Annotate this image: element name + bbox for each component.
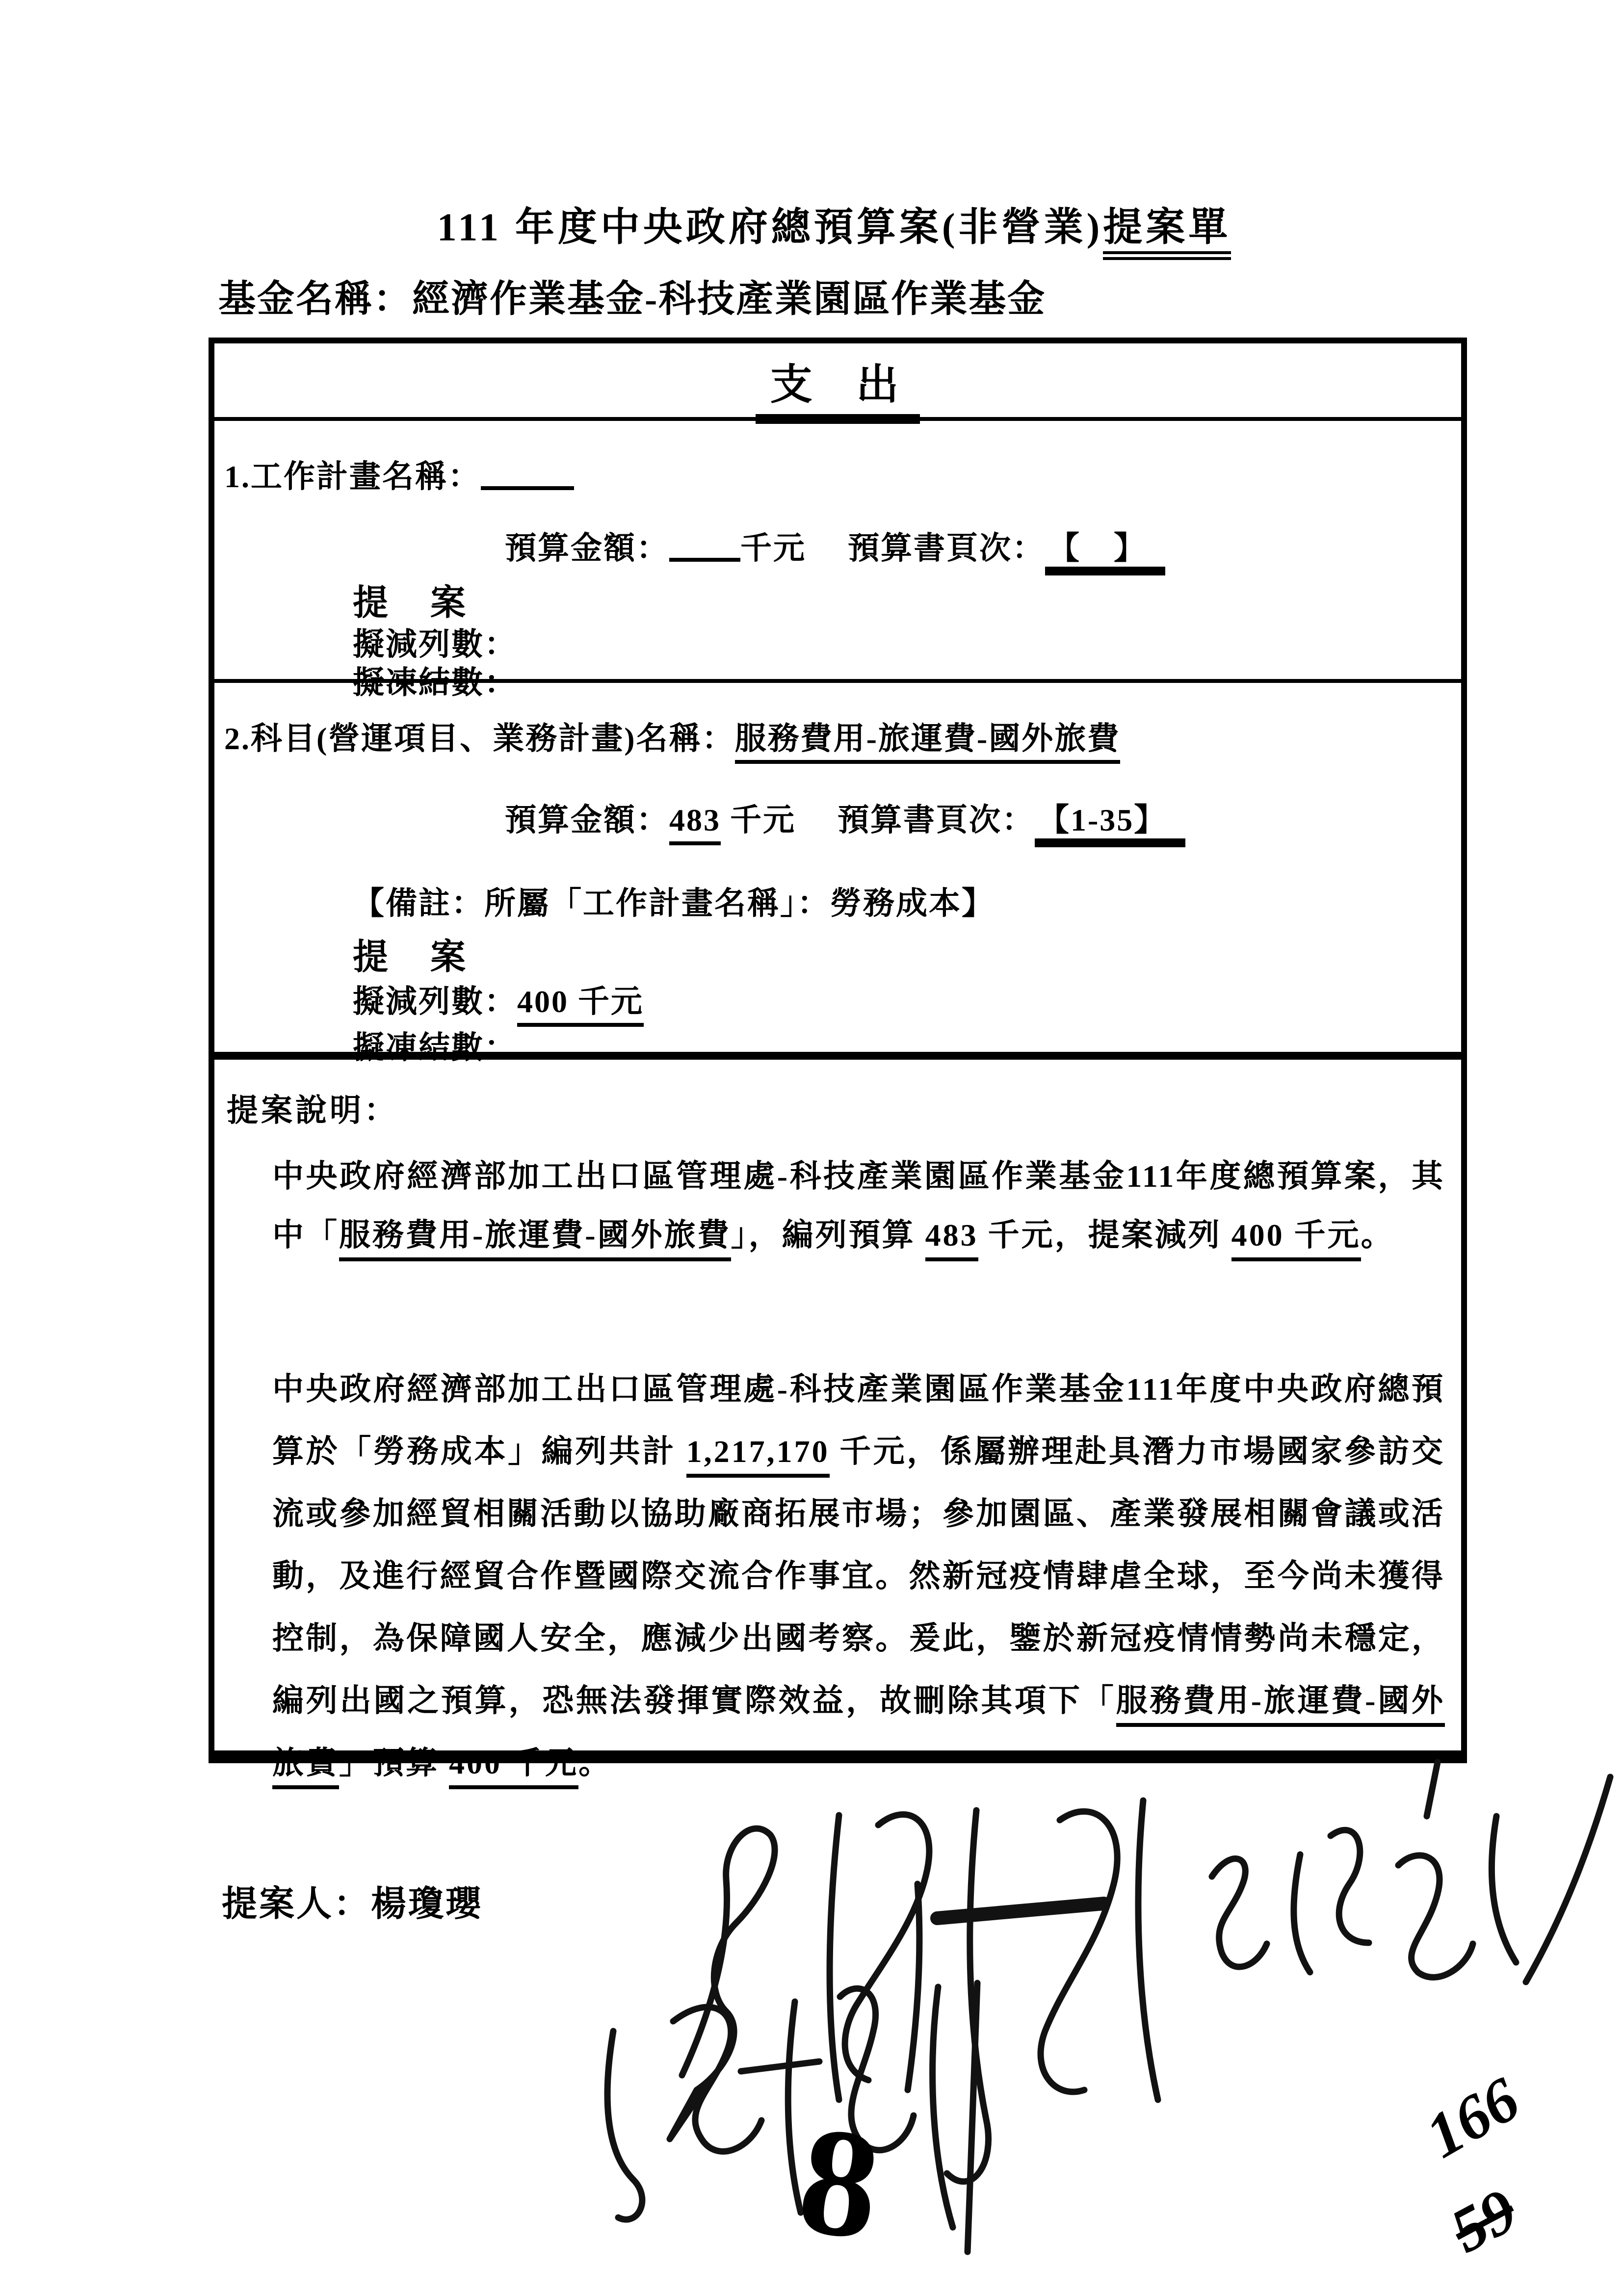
cut-amount-label: 擬減列數： — [353, 984, 517, 1019]
budget-amount-blank-field — [669, 554, 740, 562]
handwritten-corner-note-top: 166 — [1414, 2063, 1531, 2171]
page-title-main: 111 年度中央政府總預算案(非營業) — [437, 206, 1103, 249]
budget-page-label: 預算書頁次： — [848, 531, 1045, 566]
section-explanation — [214, 1060, 1461, 1780]
fund-name-value: 經濟作業基金-科技產業園區作業基金 — [412, 279, 1047, 320]
para2-text: 中央政府經濟部加工出口區管理處-科技產業園區作業基金111年度中央政府總預算於「勞務成本」編列共計 — [272, 1372, 1445, 1469]
proposal-table — [209, 338, 1467, 1780]
handwritten-page-number: 8 — [790, 2093, 889, 2273]
section-2-account — [214, 683, 1461, 1065]
para2-text: 。 — [578, 1746, 612, 1780]
cut-amount-label: 擬減列數： — [353, 627, 517, 662]
proposer-label: 提案人： — [222, 1884, 371, 1924]
expenditure-title: 支 出 — [756, 350, 920, 424]
account-name-value: 服務費用-旅運費-國外旅費 — [735, 721, 1121, 764]
para1-text: 千元，提案減列 — [978, 1218, 1231, 1252]
para2-underlined-cut: 400 千元 — [449, 1746, 578, 1789]
para1-text: 。 — [1361, 1218, 1394, 1252]
cut-amount-value: 400 千元 — [517, 984, 644, 1027]
freeze-amount-label: 擬凍結數： — [353, 1030, 517, 1065]
section2-budget-line — [505, 795, 1185, 840]
budget-amount-label: 預算金額： — [505, 803, 669, 837]
account-name-line — [224, 713, 1120, 758]
para2-underlined-account: 服務費用-旅運費-國外旅費 — [272, 1683, 1445, 1789]
section2-cut-line — [353, 976, 644, 1021]
para2-text: 」預算 — [339, 1746, 449, 1780]
para1-text: 」，編列預算 — [731, 1218, 925, 1252]
explanation-paragraph-2 — [272, 1358, 1445, 1794]
para1-underlined-account: 服務費用-旅運費-國外旅費 — [339, 1218, 731, 1261]
para2-text: 千元，係屬辦理赴具潛力市場國家參訪交流或參加經貿相關活動以協助廠商拓展市場；參加園區、產業發展相關會議或活動，及進行經貿合作暨國際交流合作事宜。然新冠疫情肆虐全球，至今尚未獲得控制，為保障國人安全，應減少出國考察。爰此，鑒於新冠疫情情勢尚未穩定，編列出國之預算，恐無法發揮實際效益，故刪除其項下「 — [272, 1434, 1445, 1718]
handwritten-corner-note-bottom: 59 — [1440, 2175, 1528, 2266]
budget-page-value: 【1-35】 — [1035, 803, 1185, 847]
budget-amount-label: 預算金額： — [505, 531, 669, 566]
work-plan-name-blank-field — [481, 482, 574, 490]
work-plan-name-label: 1.工作計畫名稱： — [224, 459, 481, 494]
page-title-underlined: 提案單 — [1103, 206, 1231, 260]
freeze-amount-label: 擬凍結數： — [353, 665, 517, 700]
budget-page-label: 預算書頁次： — [838, 803, 1035, 837]
fund-name-line — [218, 269, 1046, 322]
budget-amount-value: 483 — [669, 803, 721, 845]
work-plan-name-line — [224, 451, 574, 496]
para1-underlined-budget: 483 — [925, 1218, 978, 1261]
para1-text: 中央政府經濟部加工出口區管理處-科技產業園區作業基金111年度總預算案，其中「 — [272, 1159, 1445, 1252]
explanation-paragraph-1 — [272, 1147, 1445, 1265]
budget-page-blank-field: 【 】 — [1045, 531, 1165, 575]
para2-underlined-total: 1,217,170 — [686, 1434, 830, 1478]
para1-underlined-cut: 400 千元 — [1231, 1218, 1361, 1261]
section2-proposal-label: 提 案 — [353, 938, 483, 977]
section1-proposal-label: 提 案 — [353, 583, 483, 623]
section1-budget-line — [505, 523, 1165, 568]
section-1-work-plan — [214, 421, 1461, 700]
explanation-heading: 提案說明： — [227, 1093, 398, 1128]
page-title — [0, 195, 1624, 252]
budget-unit-label: 千元 — [740, 531, 806, 566]
proposer-line — [222, 1875, 483, 1926]
budget-unit-label: 千元 — [721, 803, 796, 837]
fund-name-label: 基金名稱： — [218, 279, 412, 320]
section2-note-line: 【備註：所屬「工作計畫名稱」：勞務成本】 — [353, 886, 995, 921]
signature-2 — [1212, 1762, 1610, 1982]
proposer-name: 楊瓊瓔 — [371, 1884, 483, 1924]
account-name-label: 2.科目(營運項目、業務計畫)名稱： — [224, 721, 735, 756]
signature-3 — [607, 1983, 977, 2252]
table-header-expenditure — [214, 343, 1461, 421]
